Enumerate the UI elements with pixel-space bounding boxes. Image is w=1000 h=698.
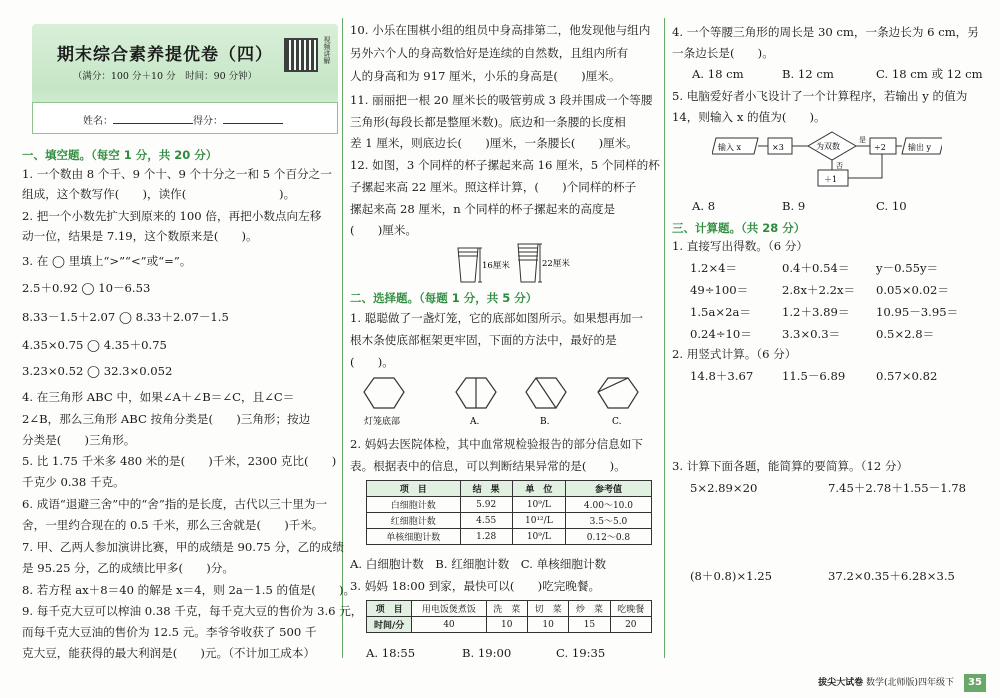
question-4-line: 2∠B，那么三角形 ABC 按角分类是( )三角形；按边 xyxy=(22,412,311,426)
choice-1-line: 1. 聪聪做了一盏灯笼，它的底部如图所示。如果想再加一 xyxy=(350,311,643,325)
question-2-line: 动一位，结果是 7.19，这个数原来是( )。 xyxy=(22,229,258,243)
table-cell: 红细胞计数 xyxy=(367,513,461,529)
table-header: 用电饭煲煮饭 xyxy=(412,601,486,617)
vertical-calc-item: 11.5－6.89 xyxy=(782,369,846,383)
compare-item: 2.5＋0.92 ◯ 10－6.53 xyxy=(22,281,151,295)
simplify-item: 7.45＋2.78＋1.55－1.78 xyxy=(828,481,967,495)
oral-item: y－0.55y＝ xyxy=(876,261,939,275)
choice-4-line: 一条边长是( )。 xyxy=(672,46,774,60)
oral-item: 1.2＋3.89＝ xyxy=(782,305,850,319)
oral-item: 0.24÷10＝ xyxy=(690,327,752,341)
compare-item: 4.35×0.75 ◯ 4.35＋0.75 xyxy=(22,338,167,352)
column-divider xyxy=(342,18,343,658)
simplify-item: 5×2.89×20 xyxy=(690,481,758,495)
table-header: 项 目 xyxy=(367,601,412,617)
option-b: B. 19:00 xyxy=(462,646,512,660)
choice-5-line: 14，则输入 x 的值为( )。 xyxy=(672,110,826,124)
table-row xyxy=(367,529,652,545)
table-cell: 20 xyxy=(610,617,651,633)
column-right xyxy=(672,0,982,698)
vertical-calc-item: 0.57×0.82 xyxy=(876,369,938,383)
question-4-line: 分类是( )三角形。 xyxy=(22,433,136,447)
choice-1-line: ( )。 xyxy=(350,355,394,369)
score-label: 得分： xyxy=(193,116,223,127)
calc-3-title: 3. 计算下面各题，能简算的要简算。（12 分） xyxy=(672,459,909,473)
oral-item: 10.95－3.95＝ xyxy=(876,305,959,319)
option-c-label: C. xyxy=(612,417,622,427)
table-cell: 10 xyxy=(527,617,568,633)
option-c: C. 18 cm 或 12 cm xyxy=(876,67,983,81)
choice-2-line: 2. 妈妈去医院体检，其中血常规检验报告的部分信息如下 xyxy=(350,437,643,451)
flow-div: ÷2 xyxy=(874,143,886,152)
lantern-label: 灯笼底部 xyxy=(364,417,401,427)
table-header: 结 果 xyxy=(460,481,512,497)
blood-test-table xyxy=(366,480,652,545)
name-score-bar xyxy=(32,102,338,134)
question-7-line: 是 95.25 分，乙的成绩比甲多( )分。 xyxy=(22,561,234,575)
table-header: 炒 菜 xyxy=(569,601,610,617)
footer-brand: 拔尖大试卷 xyxy=(818,678,864,688)
flow-output: 输出 y xyxy=(908,143,932,152)
table-cell: 单核细胞计数 xyxy=(367,529,461,545)
question-10-line: 10. 小乐在围棋小组的组员中身高排第二，他发现他与组内 xyxy=(350,23,651,37)
flow-input: 输入 x xyxy=(718,143,742,152)
cooking-time-table xyxy=(366,600,652,633)
question-10-line: 另外六个人的身高数恰好是连续的自然数，且组内所有 xyxy=(350,46,629,60)
question-3-line: 3. 在 ◯ 里填上“>”“<”或“=”。 xyxy=(22,254,192,268)
qr-label: 视频讲解 xyxy=(323,36,331,64)
oral-item: 1.2×4＝ xyxy=(690,261,738,275)
oral-item: 1.5a×2a＝ xyxy=(690,305,751,319)
table-header: 单 位 xyxy=(512,481,565,497)
footer-subject: 数学(北师版)四年级下 xyxy=(865,678,954,688)
footer-text xyxy=(818,675,954,688)
table-cell: 1.28 xyxy=(460,529,512,545)
oral-item: 2.8x＋2.2x＝ xyxy=(782,283,856,297)
flow-decision: 为双数 xyxy=(816,142,840,151)
table-cell: 10⁹/L xyxy=(512,497,565,513)
question-4-line: 4. 在三角形 ABC 中，如果∠A＋∠B＝∠C，且∠C＝ xyxy=(22,390,295,404)
choice-5-line: 5. 电脑爱好者小飞设计了一个计算程序，若输出 y 的值为 xyxy=(672,89,968,103)
flow-no: 否 xyxy=(836,162,843,170)
question-9-line: 克大豆，能获得的最大利润是( )元。（不计加工成本） xyxy=(22,646,316,660)
question-8-line: 8. 若方程 ax＋8＝40 的解是 x＝4，则 2a－1.5 的值是( )。 xyxy=(22,583,356,597)
table-row-label: 时间/分 xyxy=(367,617,412,633)
table-cell: 4.55 xyxy=(460,513,512,529)
column-divider xyxy=(664,18,665,658)
table-header: 项 目 xyxy=(367,481,461,497)
score-field[interactable] xyxy=(223,123,283,124)
simplify-item: 37.2×0.35＋6.28×3.5 xyxy=(828,569,955,583)
oral-item: 0.4＋0.54＝ xyxy=(782,261,850,275)
table-cell: 3.5～5.0 xyxy=(565,513,651,529)
section-title-fill: 一、填空题。（每空 1 分，共 20 分） xyxy=(22,148,218,162)
question-11-line: 三角形(每段长都是整厘米数)。底边和一条腰的长度相 xyxy=(350,115,626,129)
column-left xyxy=(22,0,363,698)
table-cell: 10¹²/L xyxy=(512,513,565,529)
name-label: 姓名： xyxy=(83,116,113,127)
table-cell: 白细胞计数 xyxy=(367,497,461,513)
question-9-line: 9. 每千克大豆可以榨油 0.38 千克，每千克大豆的售价为 3.6 元， xyxy=(22,604,363,618)
cup-label-16: 16厘米 xyxy=(482,261,510,271)
exam-title: 期末综合素养提优卷（四） xyxy=(57,45,273,65)
question-5-line: 5. 比 1.75 千米多 480 米的是( )千米，2300 克比( ) xyxy=(22,454,337,468)
option-a: A. 18 cm xyxy=(692,67,744,81)
lantern-options-figure xyxy=(360,372,650,432)
table-cell: 10 xyxy=(486,617,527,633)
section-title-calc: 三、计算题。（共 28 分） xyxy=(672,221,806,235)
option-b: B. 12 cm xyxy=(782,67,834,81)
flow-times: ×3 xyxy=(772,143,784,152)
option-a: A. 18:55 xyxy=(366,646,416,660)
vertical-calc-item: 14.8＋3.67 xyxy=(690,369,754,383)
oral-item: 3.3×0.3＝ xyxy=(782,327,841,341)
flow-yes: 是 xyxy=(859,136,866,144)
table-cell: 5.92 xyxy=(460,497,512,513)
flow-plus: ＋1 xyxy=(824,175,838,184)
question-11-line: 11. 丽丽把一根 20 厘米长的吸管剪成 3 段并围成一个等腰 xyxy=(350,93,653,107)
qr-code-icon xyxy=(284,38,318,72)
compare-item: 8.33－1.5＋2.07 ◯ 8.33＋2.07－1.5 xyxy=(22,310,229,324)
choice-2-line: 表。根据表中的信息，可以判断结果异常的是( )。 xyxy=(350,459,626,473)
option-b: B. 9 xyxy=(782,199,806,213)
question-12-line: 子摞起来高 22 厘米。照这样计算，( )个同样的杯子 xyxy=(350,180,637,194)
flowchart-figure xyxy=(712,130,942,192)
table-cell: 4.00～10.0 xyxy=(565,497,651,513)
choice-4-line: 4. 一个等腰三角形的周长是 30 cm，一条边长为 6 cm，另 xyxy=(672,25,979,39)
question-11-line: 差 1 厘米，则底边长( )厘米，一条腰长( )厘米。 xyxy=(350,136,638,150)
table-header: 洗 菜 xyxy=(486,601,527,617)
section-title-choice: 二、选择题。（每题 1 分，共 5 分） xyxy=(350,291,538,305)
question-1-line: 1. 一个数由 8 个千、9 个十、9 个十分之一和 5 个百分之一 xyxy=(22,167,332,181)
table-cell: 15 xyxy=(569,617,610,633)
exam-header xyxy=(32,24,338,132)
oral-item: 0.05×0.02＝ xyxy=(876,283,949,297)
table-row xyxy=(367,497,652,513)
oral-item: 49÷100＝ xyxy=(690,283,749,297)
compare-item: 3.23×0.52 ◯ 32.3×0.052 xyxy=(22,364,173,378)
name-field[interactable] xyxy=(113,123,193,124)
table-cell: 40 xyxy=(412,617,486,633)
column-middle xyxy=(350,0,662,698)
table-row xyxy=(367,513,652,529)
simplify-item: (8＋0.8)×1.25 xyxy=(690,569,772,583)
table-header: 吃晚餐 xyxy=(610,601,651,617)
calc-1-title: 1. 直接写出得数。（6 分） xyxy=(672,239,808,253)
question-6-line: 6. 成语“退避三舍”中的“舍”指的是长度，古代以三十里为一 xyxy=(22,497,328,511)
option-b-label: B. xyxy=(540,417,550,427)
calc-2-title: 2. 用竖式计算。（6 分） xyxy=(672,347,797,361)
option-a: A. 8 xyxy=(692,199,716,213)
table-header: 切 菜 xyxy=(527,601,568,617)
table-cell: 0.12～0.8 xyxy=(565,529,651,545)
choice-1-line: 根木条使底部框架更牢固，下面的方法中，最好的是 xyxy=(350,333,617,347)
table-header: 参考值 xyxy=(565,481,651,497)
question-2-line: 2. 把一个小数先扩大到原来的 100 倍，再把小数点向左移 xyxy=(22,209,322,223)
page-number: 35 xyxy=(964,674,986,692)
question-5-line: 千克少 0.38 千克。 xyxy=(22,475,125,489)
question-12-line: 12. 如图，3 个同样的杯子摞起来高 16 厘米，5 个同样的杯 xyxy=(350,158,660,172)
cup-label-22: 22厘米 xyxy=(542,259,570,269)
question-10-line: 人的身高和为 917 厘米，小乐的身高是( )厘米。 xyxy=(350,69,621,83)
stacked-cups-figure xyxy=(454,242,584,286)
option-a-label: A. xyxy=(470,417,480,427)
question-12-line: 摞起来高 28 厘米，n 个同样的杯子摞起来的高度是 xyxy=(350,202,616,216)
option-c: C. 19:35 xyxy=(556,646,606,660)
question-1-line: 组成，这个数写作( )，读作( )。 xyxy=(22,187,296,201)
choice-3-line: 3. 妈妈 18:00 到家，最快可以( )吃完晚餐。 xyxy=(350,579,601,593)
question-6-line: 舍，一里约合现在的 0.5 千米，那么三舍就是( )千米。 xyxy=(22,518,324,532)
table-row xyxy=(367,617,652,633)
exam-subtitle: （满分：100 分＋10 分 时间：90 分钟） xyxy=(72,71,258,82)
question-9-line: 而每千克大豆油的售价为 12.5 元。李爷爷收获了 500 千 xyxy=(22,625,317,639)
oral-item: 0.5×2.8＝ xyxy=(876,327,935,341)
question-7-line: 7. 甲、乙两人参加演讲比赛，甲的成绩是 90.75 分，乙的成绩 xyxy=(22,540,344,554)
table-cell: 10⁹/L xyxy=(512,529,565,545)
choice-2-options: A. 白细胞计数 B. 红细胞计数 C. 单核细胞计数 xyxy=(350,557,607,571)
question-12-line: ( )厘米。 xyxy=(350,223,418,237)
option-c: C. 10 xyxy=(876,199,907,213)
